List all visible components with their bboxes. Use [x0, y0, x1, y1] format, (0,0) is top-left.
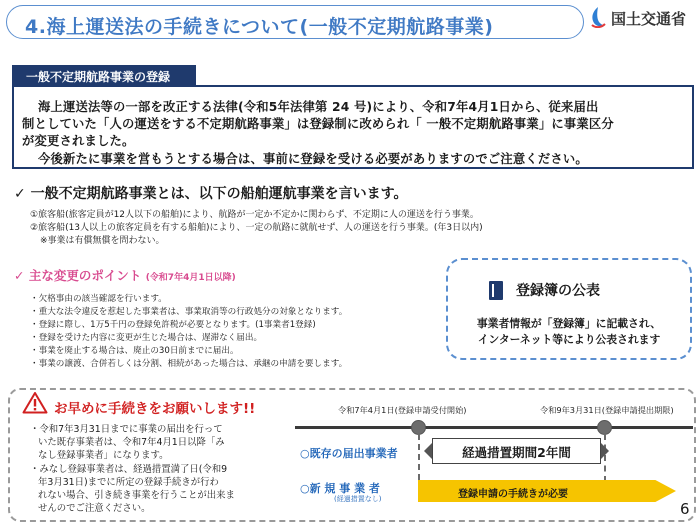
- grace-period-box: 経過措置期間2年間: [432, 438, 601, 464]
- application-required-text: 登録申請の手続きが必要: [458, 489, 568, 500]
- registration-line-1: 海上運送法等の一部を改正する法律(令和5年法律第 24 号)により、令和7年4月1日から、従来届出: [38, 100, 599, 114]
- registration-line-2: 制としていた「人の運送をする不定期航路事業」は登録制に改められ「 一般不定期航路事業」に事業区分: [22, 117, 614, 131]
- title-banner: [6, 5, 584, 39]
- changes-item-4: ・登録を受けた内容に変更が生じた場合は、遅滞なく届出。: [30, 333, 263, 343]
- notice-title: お早めに手続きをお願いします!!: [54, 401, 256, 417]
- timeline-end-date: 令和9年3月31日(登録申請提出期限): [540, 405, 674, 415]
- notice-line-1: ・令和7年3月31日までに事業の届出を行って: [30, 424, 223, 435]
- definition-item-1: ①旅客船(旅客定員が12人以下の船舶)により、航路が一定か不定かに関わらず、不定期に人の運送を行う事業。: [30, 210, 479, 220]
- notice-line-2: いた既存事業者は、令和7年4月1日以降「み: [38, 437, 225, 448]
- changes-heading: [14, 266, 236, 284]
- public-registry-title: 登録簿の公表: [516, 283, 600, 299]
- new-operator-label: ○新 規 事 業 者: [300, 482, 380, 495]
- grace-arrow-left-icon: [424, 443, 432, 459]
- registration-line-4: 今後新たに事業を営もうとする場合は、事前に登録を受ける必要がありますのでご注意ください。: [38, 152, 588, 166]
- changes-item-5: ・事業を廃止する場合は、廃止の30日前までに届出。: [30, 346, 239, 356]
- changes-date: (令和7年4月1日以降): [145, 273, 236, 283]
- definition-note: ※事業は有償無償を問わない。: [40, 236, 165, 246]
- public-registry-line-1: 事業者情報が「登録簿」に記載され、: [476, 317, 662, 330]
- changes-item-1: ・欠格事由の該当確認を行います。: [30, 294, 167, 304]
- new-operator-sub: (経過措置なし): [334, 495, 382, 503]
- timeline-end-marker: [597, 420, 612, 435]
- warning-icon: [22, 391, 48, 414]
- book-icon: [489, 281, 503, 300]
- mlit-logo-icon: [589, 6, 607, 28]
- registration-line-3: が変更されました。: [22, 134, 135, 148]
- definition-item-2: ②旅客船(13人以上の旅客定員を有する船舶)により、一定の航路に就航せず、人の運送を行う事業。(年3日以内): [30, 223, 483, 233]
- timeline-start-date: 令和7年4月1日(登録申請受付開始): [338, 405, 467, 415]
- changes-item-6: ・事業の譲渡、合併若しくは分割、相続があった場合は、承継の申請を要します。: [30, 359, 348, 369]
- public-registry-box: [446, 258, 692, 360]
- definition-heading: ✓ 一般不定期航路事業とは、以下の船舶運航事業を言います。: [14, 186, 408, 202]
- changes-item-2: ・重大な法令違反を惹起した事業者は、事業取消等の行政処分の対象となります。: [30, 307, 348, 317]
- logo-text: 国土交通省: [611, 10, 687, 28]
- page-number: 6: [680, 500, 690, 518]
- timeline-start-marker: [411, 420, 426, 435]
- notice-line-7: せんのでご注意ください。: [38, 503, 151, 514]
- notice-line-4: ・みなし登録事業者は、経過措置満了日(令和9: [30, 464, 228, 475]
- changes-heading-text: ✓ 主な変更のポイント: [14, 268, 142, 283]
- notice-line-3: なし登録事業者」になります。: [38, 450, 169, 461]
- timeline-axis: [295, 426, 693, 429]
- notice-line-6: れない場合、引き続き事業を行うことが出来ま: [38, 490, 235, 501]
- registration-box: [12, 85, 694, 169]
- registration-tab: 一般不定期航路事業の登録: [12, 65, 196, 85]
- page-title: 4.海上運送法の手続きについて(一般不定期航路事業): [25, 16, 494, 38]
- notice-line-5: 年3月31日)までに所定の登録手続きが行わ: [38, 477, 219, 488]
- changes-item-3: ・登録に際し、1万5千円の登録免許税が必要となります。(1事業者1登録): [30, 320, 316, 330]
- existing-operator-label: ○既存の届出事業者: [300, 447, 398, 460]
- public-registry-line-2: インターネット等により公表されます: [477, 333, 661, 346]
- mlit-logo: [589, 4, 697, 34]
- timeline-start-line: [418, 434, 420, 480]
- grace-arrow-right-icon: [601, 443, 609, 459]
